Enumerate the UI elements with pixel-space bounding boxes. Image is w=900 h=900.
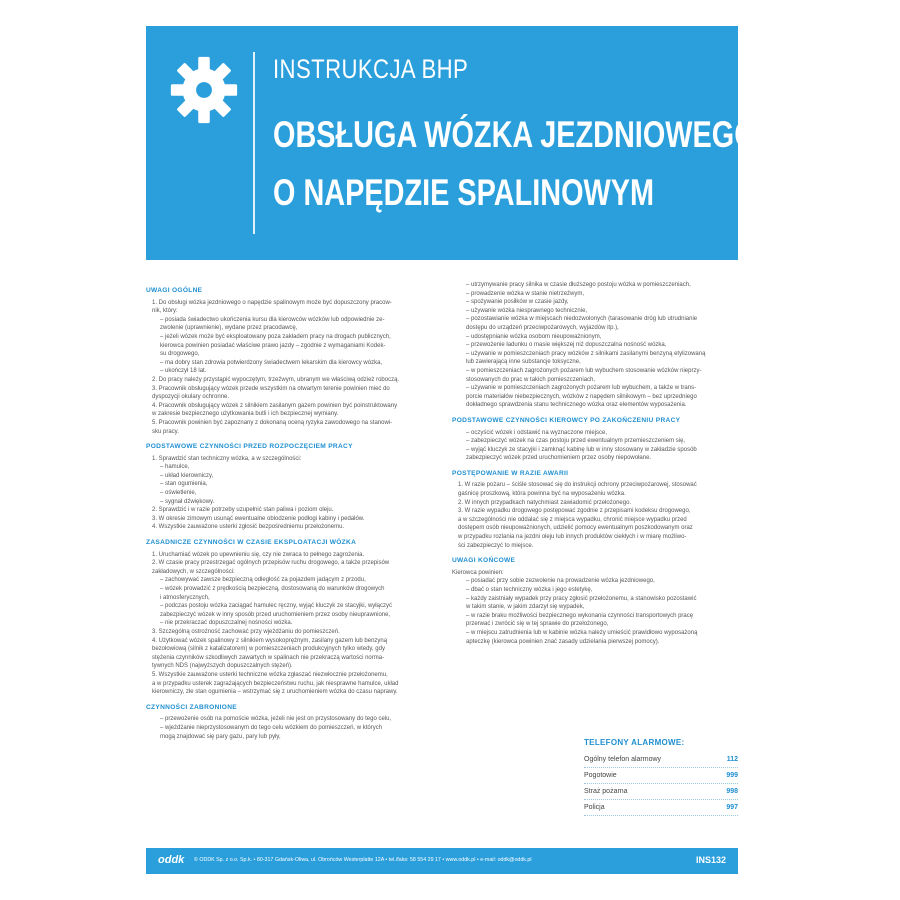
text-line: Kierowca powinien:: [452, 569, 504, 576]
text-line: sku pracy.: [152, 428, 179, 435]
text-line: stężenia czynników szkodliwych zawartych w spalinach nie przekraczą wartości norma-: [152, 654, 385, 661]
right-column: [452, 281, 734, 646]
alarm-row: [584, 768, 738, 784]
text-line: dostępu do urządzeń przeciwpożarowych, wyjazdów itp.),: [466, 324, 619, 331]
text-line: – używanie w pomieszczeniach zagrożonych pożarem lub wybuchem, a także w trans-: [466, 385, 697, 392]
text-line: – prowadzenie wózka w stanie nietrzeźwym,: [466, 290, 585, 297]
alarm-phones-title: TELEFONY ALARMOWE:: [584, 738, 685, 747]
text-line: – w miejscu zatrudnienia lub w kabinie wózka należy umieścić prawidłowo wyposażoną: [466, 629, 698, 636]
text-line: bezołowiową (silnik z katalizatorem) w pomieszczeniach produkcyjnych tylko wtedy, gdy: [152, 646, 385, 653]
text-line: 3. Pracownik obsługujący wózek przede wszystkim na otwartym terenie powinien mieć do: [152, 385, 390, 392]
document-title: [273, 106, 757, 222]
alarm-label: Straż pożarna: [584, 788, 628, 795]
alarm-label: Policja: [584, 804, 605, 811]
text-line: – oczyścić wózek i odstawić na wyznaczone miejsce,: [466, 429, 608, 436]
text-line: kierowca powinien posiadać właściwe prawo jazdy – zgodnie z wymaganiami Kodek-: [160, 342, 386, 349]
text-line: – dbać o stan techniczny wózka i jego estetykę,: [466, 587, 593, 593]
text-line: – używanie wózka niesprawnego technicznie,: [466, 307, 588, 314]
text-line: – przewożenie osób na pomoście wózka, jeżeli nie jest on przystosowany do tego celu,: [160, 716, 392, 723]
text-line: dokładnego sprawdzenia stanu technicznego wózka oraz elementów wyposażenia.: [466, 402, 687, 409]
text-line: 2. W czasie pracy przestrzegać ogólnych przepisów ruchu drogowego, a także przepisów: [152, 560, 390, 567]
text-line: su drogowego,: [160, 351, 200, 358]
title-line-1: OBSŁUGA WÓZKA JEZDNIOWEGO: [273, 114, 757, 155]
text-line: porcie materiałów niebezpiecznych, wózków z napędem silnikowym – bez uprzedniego: [466, 393, 697, 400]
text-line: dyspozycji okulary ochronne.: [152, 394, 230, 401]
text-line: przerwać i zwrócić się w tej sprawie do przełożonego,: [466, 621, 609, 628]
text-line: 2. Do pracy należy przystąpić wypoczętym, trzeźwym, ubranym we właściwą odzież roboczą.: [152, 376, 400, 383]
text-line: i atmosferycznych,: [160, 594, 210, 601]
text-line: – nie przekraczać dopuszczalnej nośności wózka.: [160, 620, 293, 627]
text-line: – posiada świadectwo ukończenia kursu dla kierowców wózków lub odpowiednie ze-: [160, 316, 385, 323]
section-title: PODSTAWOWE CZYNNOŚCI KIEROWCY PO ZAKOŃCZENIU PRACY: [452, 416, 681, 424]
text-line: – w razie braku możliwości bezpiecznego wykonania czynności transportowych pracę: [466, 612, 694, 619]
text-line: tywnych NDS (najwyższych dopuszczalnych stężeń).: [152, 663, 293, 670]
header-divider: [253, 52, 255, 234]
text-line: – ukończył 18 lat.: [160, 368, 207, 375]
instruction-sheet: [146, 26, 757, 874]
text-line: 3. W okresie zimowym usunąć ewentualne oblodzenie podłogi kabiny i pedałów.: [152, 515, 365, 522]
text-line: – w pomieszczeniach zagrożonych pożarem lub wybuchem stosowanie wózków nieprzy-: [466, 367, 702, 374]
text-line: 3. Szczególną ostrożność zachować przy wjeżdżaniu do pomieszczeń.: [152, 628, 340, 635]
alarm-number: 998: [726, 788, 738, 795]
text-line: a w szczególności nie oddalać się z miejsca wypadku, chronić miejsce wypadku przed: [458, 516, 687, 523]
text-line: 5. Wszystkie zauważone usterki techniczne wózka zgłaszać niezwłocznie przełożonemu,: [152, 671, 388, 678]
text-line: – hamulce,: [160, 464, 190, 471]
text-line: – każdy zaistniały wypadek przy pracy zgłosić przełożonemu, a stanowisko pozostawić: [466, 595, 697, 602]
text-line: w przypadku rozlania na jezdni oleju lub innych produktów ciekłych i w miarę możliwo-: [458, 534, 687, 541]
text-line: ści zabezpieczyć to miejsce.: [458, 542, 534, 549]
text-line: 5. Pracownik powinien być zapoznany z dokonaną oceną ryzyka zawodowego na stanowi-: [152, 419, 393, 426]
text-line: 1. Uruchamiać wózek po upewnieniu się, czy nie zwraca to pełnego zagrożenia.: [152, 551, 365, 558]
footer-logo: oddk: [158, 854, 185, 866]
text-line: zabezpieczyć wózek przed uruchomieniem przez osoby niepowołane.: [466, 455, 652, 462]
footer-bar: [146, 848, 738, 874]
text-line: 4. Pracownik obsługujący wózek z silnikiem zasilanym gazem powinien być poinstruktowany: [152, 402, 398, 409]
text-line: – wjeżdżanie nieprzystosowanym do tego celu wózkiem do pomieszczeń, w których: [160, 724, 383, 731]
section-title: UWAGI KOŃCOWE: [452, 557, 516, 565]
document-type: INSTRUKCJA BHP: [273, 54, 469, 84]
section-title: UWAGI OGÓLNE: [146, 287, 203, 294]
text-line: mogą znajdować się pary gazu, pary lub pyły,: [160, 733, 281, 740]
text-line: – zabezpieczyć wózek na czas postoju przed ewentualnym przemieszczeniem się,: [466, 438, 686, 445]
text-line: lub zawierającą inne substancje toksyczne,: [466, 359, 581, 366]
text-line: – zachowywać zawsze bezpieczną odległość za pojazdem jadącym z przodu,: [160, 577, 366, 584]
section-title: PODSTAWOWE CZYNNOŚCI PRZED ROZPOCZĘCIEM PRACY: [146, 443, 353, 451]
section-title: ZASADNICZE CZYNNOŚCI W CZASIE EKSPLOATACJI WÓZKA: [146, 539, 357, 547]
footer-address: © ODDK Sp. z o.o. Sp.k. • 80-317 Gdańsk-Oliwa, ul. Obrońców Westerplatte 12A • tel./faks: 58 554 29 17 • www.oddk.pl • e-mail: oddk@oddk.pl: [194, 857, 532, 863]
text-line: – przewożenie ładunku o masie większej niż dopuszczalna nośność wózka,: [466, 342, 667, 349]
text-line: kierowniczy, złe stan ogumienia – wstrzymać się z uruchomieniem wózka do czasu naprawy.: [152, 689, 398, 696]
section-title: CZYNNOŚCI ZABRONIONE: [146, 703, 237, 711]
text-line: zwolenie (uprawnienie), wydane przez pracodawcę,: [160, 325, 298, 332]
left-column: [146, 281, 428, 741]
text-line: w zakresie bezpiecznego użytkowania butli i ich bezpiecznej wymiany.: [152, 411, 339, 418]
text-line: 1. W razie pożaru – ściśle stosować się do instrukcji ochrony przeciwpożarowej, stosować: [458, 482, 697, 489]
text-line: 1. Sprawdzić stan techniczny wózka, a w szczególności:: [152, 455, 302, 462]
text-line: – sygnał dźwiękowy.: [160, 498, 215, 505]
alarm-row: [584, 800, 738, 816]
alarm-number: 997: [726, 804, 738, 811]
alarm-label: Pogotowie: [584, 772, 617, 779]
text-line: w takim stanie, w jakim zdarzył się wypadek,: [466, 604, 585, 611]
text-line: – jeżeli wózek może być eksploatowany poza zakładem pracy na drogach publicznych,: [160, 333, 391, 340]
alarm-number: 112: [726, 756, 738, 763]
text-line: 2. Sprawdzić i w razie potrzeby uzupełnić stan paliwa i poziom oleju.: [152, 507, 334, 514]
alarm-label: Ogólny telefon alarmowy: [584, 756, 662, 763]
alarm-number: 999: [726, 772, 738, 779]
text-line: zabezpieczyć wózek w inny sposób przed uruchomieniem przez osoby nieuprawnione,: [160, 611, 391, 618]
text-line: 3. W razie wypadku drogowego postępować zgodnie z przepisami kodeksu drogowego,: [458, 508, 691, 515]
header-banner: [146, 26, 757, 260]
text-line: – stan ogumienia,: [160, 481, 208, 488]
text-line: nik, który:: [152, 308, 178, 315]
text-line: 4. Wszystkie zauważone usterki zgłosić bezpośredniemu przełożonemu.: [152, 524, 345, 531]
alarm-row: [584, 784, 738, 800]
document-code: INS132: [695, 855, 726, 865]
text-line: – pozostawianie wózka w miejscach niedozwolonych (tarasowanie dróg lub utrudnianie: [466, 316, 698, 323]
text-line: – układ kierowniczy,: [160, 472, 214, 479]
text-line: 2. W innych przypadkach natychmiast zawiadomić przełożonego.: [458, 499, 632, 506]
gear-icon: [168, 54, 240, 126]
text-line: – posiadać przy sobie zezwolenie na prowadzenie wózka jezdniowego,: [466, 578, 655, 585]
text-line: gaśnicę proszkową, która powinna być na wyposażeniu wózka.: [458, 491, 626, 498]
text-line: – używanie w pomieszczeniach pracy wózków z silnikami zasilanymi benzyną etylizowaną: [466, 350, 706, 357]
text-line: – wyjąć kluczyk ze stacyjki i zamknąć kabinę lub w inny stosowany w zakładzie sposób: [466, 446, 697, 453]
text-line: 4. Użytkować wózek spalinowy z silnikiem wysokoprężnym, zasilany gazem lub benzyną: [152, 637, 388, 644]
text-line: dostępem osób nieupoważnionych, udzielić pomocy ewentualnym poszkodowanym oraz: [458, 525, 693, 532]
text-line: stosowanych do prac w takich pomieszczeniach,: [466, 376, 596, 383]
text-line: a w przypadku usterek zagrażających bezpieczeństwu ruchu, jak niesprawne hamulce, układ: [152, 680, 399, 687]
text-line: – wózek prowadzić z prędkością bezpieczną, dostosowaną do warunków drogowych: [160, 586, 385, 592]
text-line: – oświetlenie,: [160, 490, 197, 497]
text-line: 1. Do obsługi wózka jezdniowego o napędzie spalinowym może być dopuszczony pracow-: [152, 299, 392, 306]
text-line: – spożywanie posiłków w czasie jazdy,: [466, 299, 569, 306]
title-line-2: O NAPĘDZIE SPALINOWYM: [273, 172, 655, 213]
text-line: – podczas postoju wózka zaciągać hamulec ręczny, wyjąć kluczyk ze stacyjki, wyłączyć: [160, 603, 392, 610]
text-line: – udostępnianie wózka osobom nieupoważnionym,: [466, 333, 602, 340]
text-line: – ma dobry stan zdrowia potwierdzony świadectwem lekarskim dla kierowcy wózka,: [160, 359, 383, 366]
alarm-phones: [584, 738, 738, 816]
text-line: zakładowych, w szczególności:: [152, 568, 235, 575]
section-title: POSTĘPOWANIE W RAZIE AWARII: [452, 469, 569, 477]
alarm-row: [584, 752, 738, 768]
text-line: – utrzymywanie pracy silnika w czasie dłuższego postoju wózka w pomieszczeniach,: [466, 282, 691, 288]
text-line: apteczkę (kierowca powinien znać zasady udzielania pierwszej pomocy).: [466, 638, 660, 645]
